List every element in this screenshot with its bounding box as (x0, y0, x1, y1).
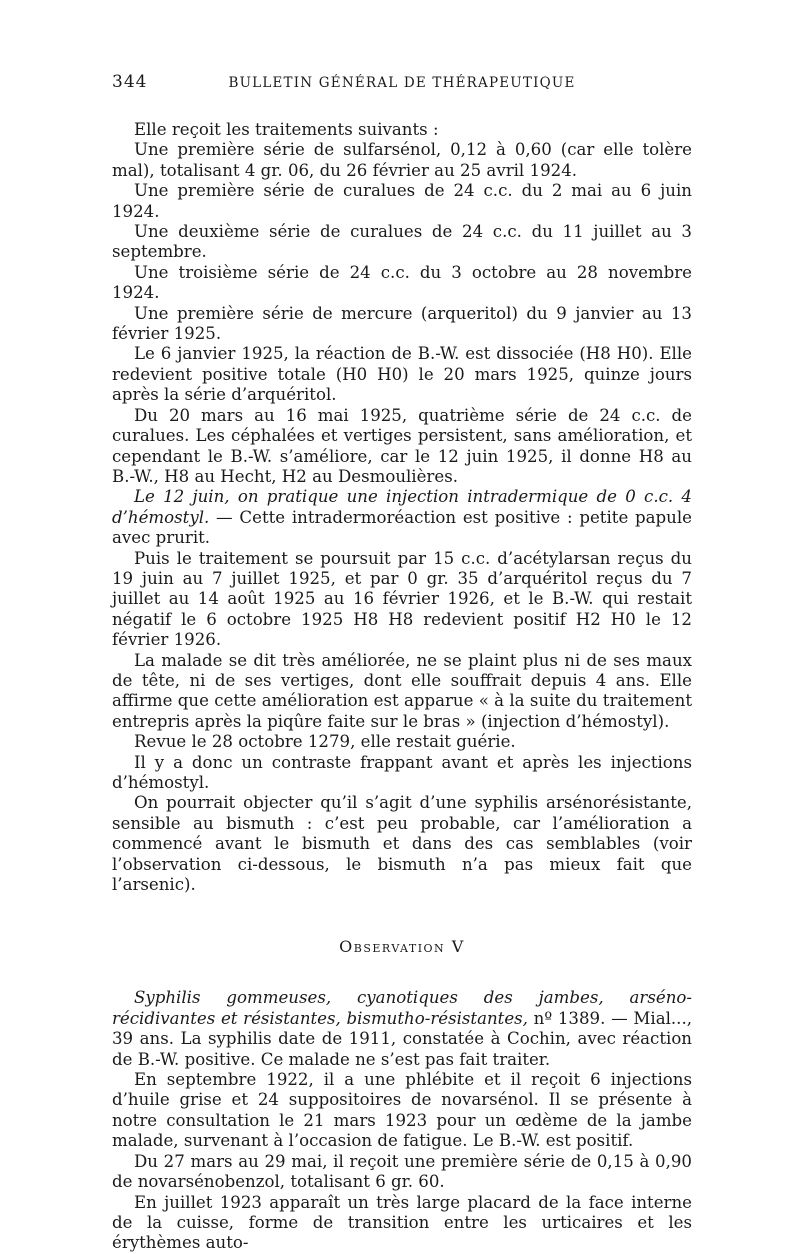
paragraph: Une première série de mercure (arqueritol) du 9 janvier au 13 février 1925. (112, 303, 692, 344)
paragraph: La malade se dit très améliorée, ne se plaint plus ni de ses maux de tête, ni de ses vertiges, dont elle souffrait depuis 4 ans. Elle affirme que cette amélioration est apparue « à la suite du traitement entrepris après la piqûre faite sur le bras » (injection d’hémostyl). (112, 650, 692, 731)
paragraph: Une deuxième série de curalues de 24 c.c. du 11 juillet au 3 septembre. (112, 222, 692, 262)
italic-text: Le 12 juin, on pratique une injection intradermique de 0 c.c. 4 d’hémostyl. (112, 487, 692, 527)
paragraph: Du 20 mars au 16 mai 1925, quatrième série de 24 c.c. de curalues. Les céphalées et vertiges persistent, sans amélioration, et cependant le B.-W. s’améliore, car le 12 juin 1925, il donne H8 au B.-W., H8 au Hecht, H2 au Desmoulières. (112, 405, 692, 486)
paragraph: Une première série de sulfarsénol, 0,12 à 0,60 (car elle tolère mal), totalisant 4 gr. 06, du 26 février au 25 avril 1924. (112, 140, 692, 180)
paragraph: Le 6 janvier 1925, la réaction de B.-W. est dissociée (H8 H0). Elle redevient positive totale (H0 H0) le 20 mars 1925, quinze jours après la série d’arquéritol. (112, 344, 692, 405)
document-page (112, 72, 692, 1254)
running-head (112, 72, 692, 98)
paragraph: En juillet 1923 apparaît un très large placard de la face interne de la cuisse, forme de transition entre les urticaires et les érythèmes auto- (112, 1192, 692, 1253)
page-number: 344 (112, 72, 148, 92)
paragraph: Revue le 28 octobre 1279, elle restait guérie. (134, 732, 516, 752)
paragraph: Il y a donc un contraste frappant avant et après les injections d’hémostyl. (112, 752, 692, 792)
paragraph-text: nº 1389. — Mial..., 39 ans. La syphilis date de 1911, constatée à Cochin, avec réaction de B.-W. positive. Ce malade ne s’est pas fait traiter. (112, 1008, 692, 1069)
paragraph: En septembre 1922, il a une phlébite et il reçoit 6 injections d’huile grise et 24 suppositoires de novarsénol. Il se présente à notre consultation le 21 mars 1923 pour un œdème de la jambe malade, survenant à l’occasion de fatigue. Le B.-W. est positif. (112, 1070, 692, 1151)
section-heading: Observation V (339, 937, 465, 957)
paragraph-text: — Cette intradermoréaction est positive : petite papule avec prurit. (112, 507, 692, 548)
paragraph: Elle reçoit les traitements suivants : (134, 120, 439, 139)
paragraph: Une troisième série de 24 c.c. du 3 octobre au 28 novembre 1924. (112, 262, 692, 303)
paragraph (112, 988, 692, 1070)
paragraph: Puis le traitement se poursuit par 15 c.c. d’acétylarsan reçus du 19 juin au 7 juillet 1925, et par 0 gr. 35 d’arquéritol reçus du 7 juillet au 14 août 1925 au 16 février 1926, et le B.-W. qui restait négatif le 6 octobre 1925 H8 H8 redevient positif H2 H0 le 12 février 1926. (112, 548, 692, 650)
paragraph: Une première série de curalues de 24 c.c. du 2 mai au 6 juin 1924. (112, 181, 692, 221)
paragraph: Du 27 mars au 29 mai, il reçoit une première série de 0,15 à 0,90 de novarsénobenzol, totalisant 6 gr. 60. (112, 1151, 692, 1192)
paragraph: On pourrait objecter qu’il s’agit d’une syphilis arsénorésistante, sensible au bismuth : c’est peu probable, car l’amélioration a commencé avant le bismuth et dans des cas semblables (voir l’observation ci-dessous, le bismuth n’a pas mieux fait que l’arsenic). (112, 793, 692, 895)
journal-title: BULLETIN GÉNÉRAL DE THÉRAPEUTIQUE (228, 75, 576, 91)
paragraph (112, 487, 692, 548)
italic-text: Syphilis gommeuses, cyanotiques des jambes, arséno-récidivantes et résistantes, bismutho-résistantes, (112, 988, 692, 1028)
